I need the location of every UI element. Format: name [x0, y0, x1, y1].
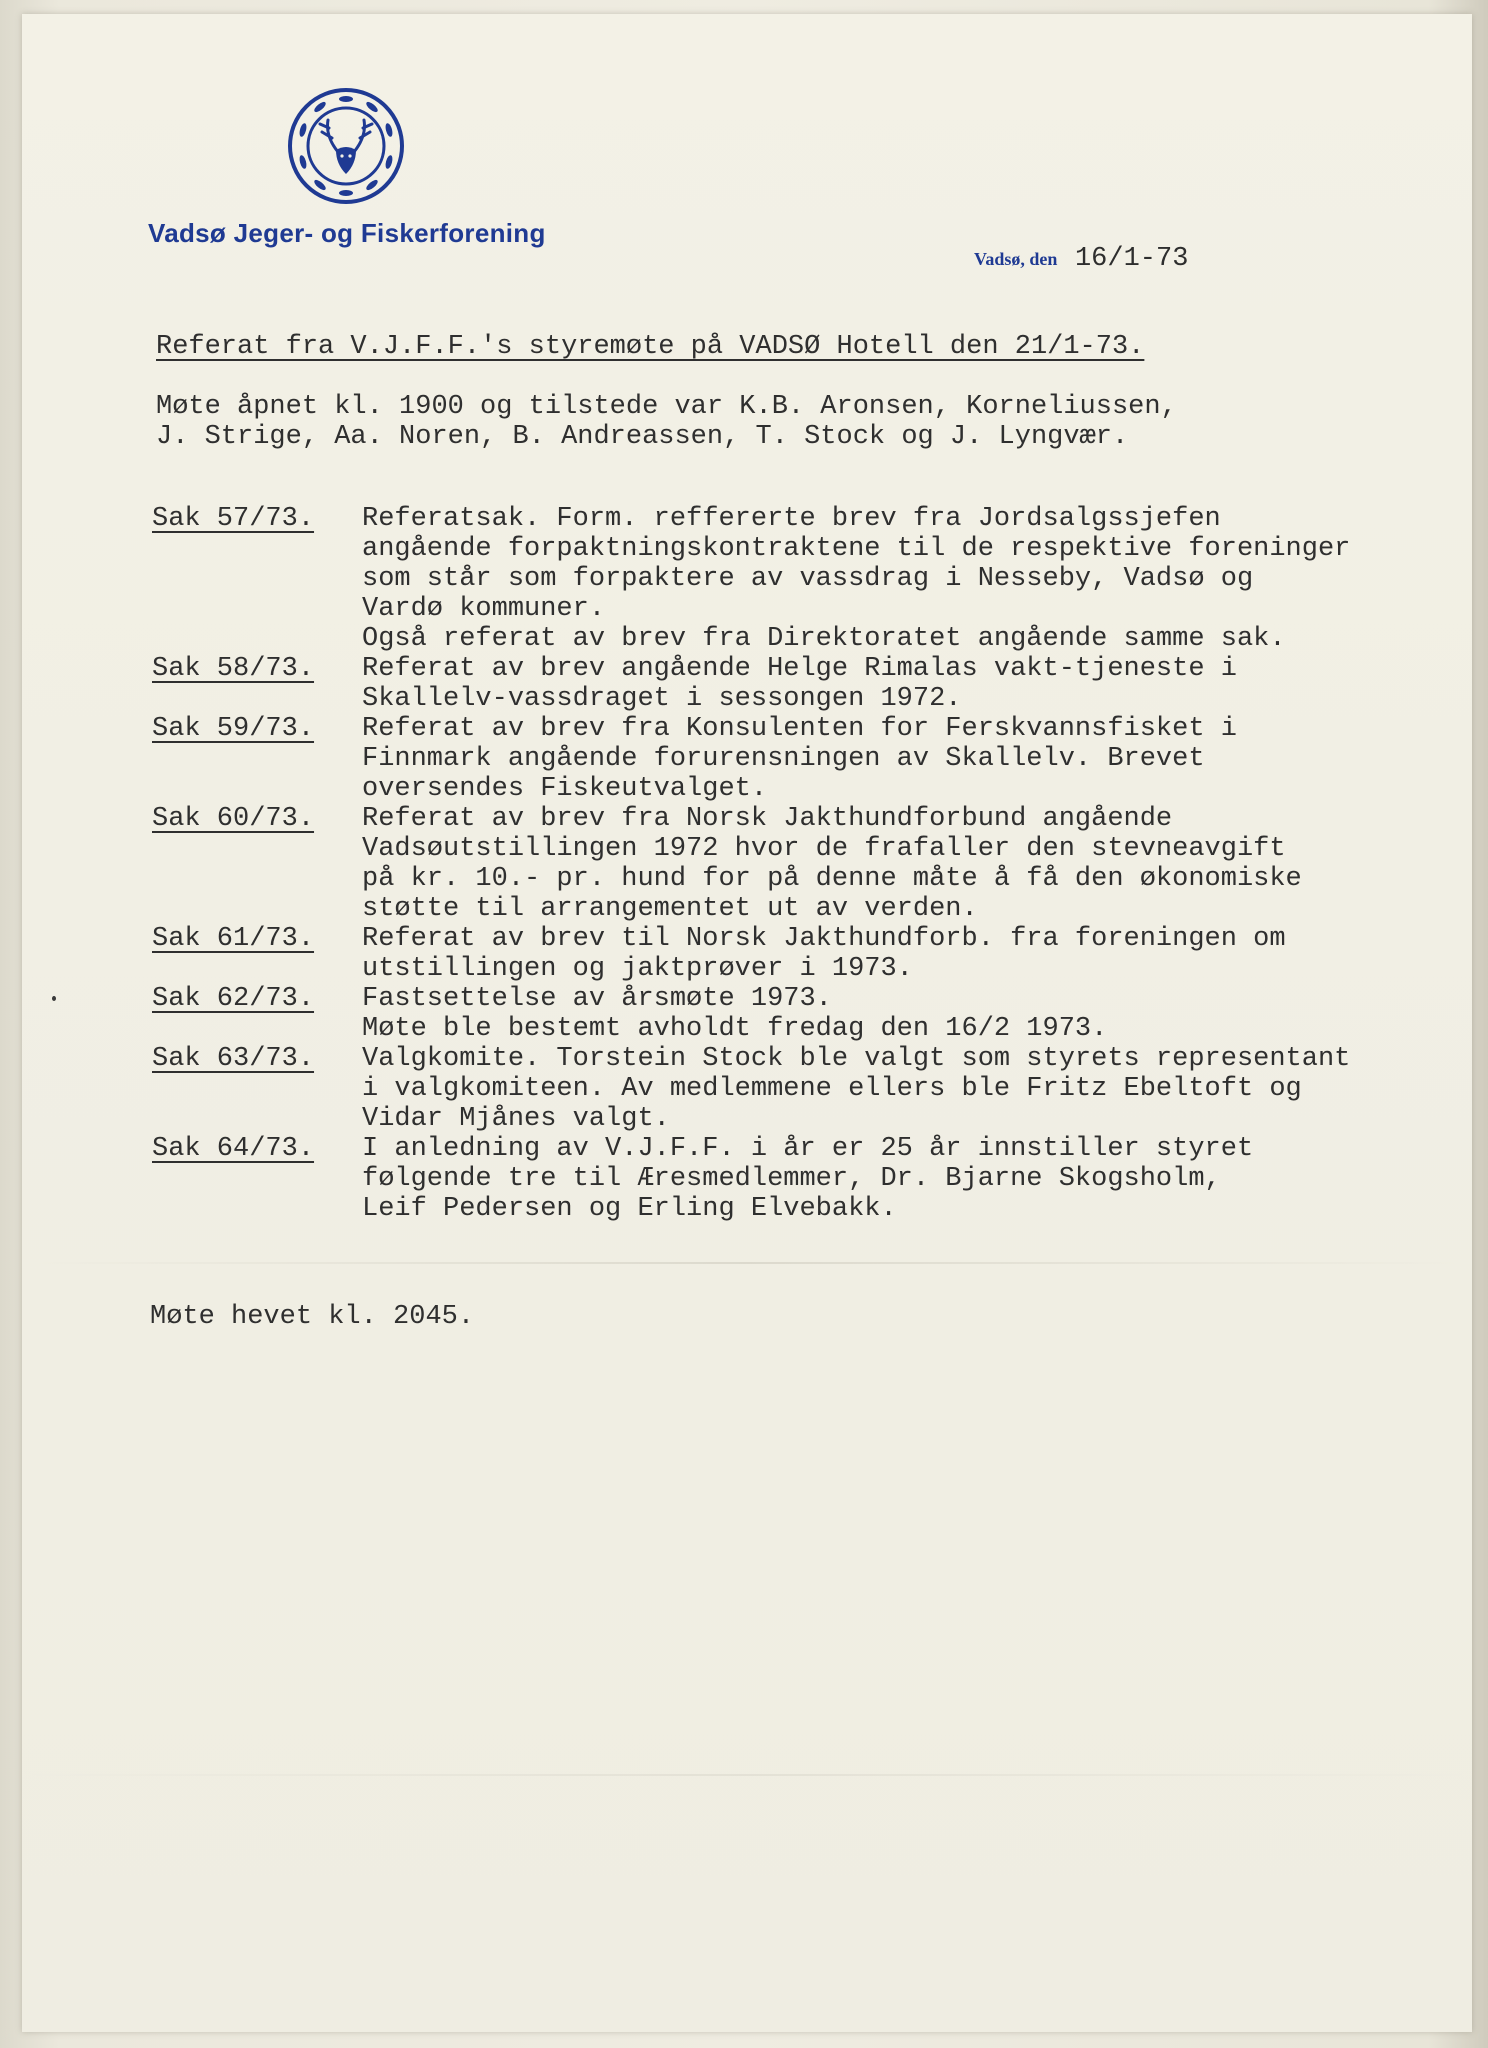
case-label-cell	[152, 504, 362, 654]
case-item	[152, 714, 1452, 804]
meeting-intro	[156, 392, 1177, 452]
case-text	[362, 654, 1237, 714]
case-number: Sak 62/73.	[152, 984, 315, 1014]
case-label-cell	[152, 924, 362, 984]
case-number: Sak 60/73.	[152, 804, 315, 834]
case-text	[362, 804, 1302, 924]
case-item	[152, 654, 1452, 714]
case-text-line: utstillingen og jaktprøver i 1973.	[362, 954, 913, 984]
intro-line: Møte åpnet kl. 1900 og tilstede var K.B. Aronsen, Korneliussen,	[156, 392, 1177, 422]
ink-speck	[52, 996, 56, 1001]
case-text-line: som står som forpaktere av vassdrag i Nesseby, Vadsø og	[362, 564, 1254, 594]
case-text	[362, 1134, 1253, 1224]
letter-date: 16/1-73	[1074, 244, 1189, 274]
case-text-line: angående forpaktningskontraktene til de respektive foreninger	[362, 534, 1351, 564]
case-list	[152, 504, 1452, 1224]
case-label-cell	[152, 984, 362, 1044]
case-text-line: oversendes Fiskeutvalget.	[362, 774, 768, 804]
case-text-line: Fastsettelse av årsmøte 1973.	[362, 984, 832, 1014]
case-text-line: støtte til arrangementet ut av verden.	[362, 894, 978, 924]
paper-fold	[22, 1774, 1472, 1776]
case-item	[152, 924, 1452, 984]
closing-line: Møte hevet kl. 2045.	[150, 1302, 475, 1332]
case-text-line: Skallelv-vassdraget i sessongen 1972.	[362, 684, 962, 714]
case-item	[152, 1134, 1452, 1224]
case-text-line: Referat av brev fra Norsk Jakthundforbund angående	[362, 804, 1173, 834]
case-text	[362, 714, 1237, 804]
case-number: Sak 63/73.	[152, 1044, 315, 1074]
case-number: Sak 58/73.	[152, 654, 315, 684]
case-text-line: Referat av brev fra Konsulenten for Ferskvannsfisket i	[362, 714, 1237, 744]
case-text-line: Referat av brev til Norsk Jakthundforb. fra foreningen om	[362, 924, 1286, 954]
case-text-line: Referat av brev angående Helge Rimalas vakt-tjeneste i	[362, 654, 1237, 684]
case-text-line: Leif Pedersen og Erling Elvebakk.	[362, 1194, 897, 1224]
place-date	[974, 244, 1188, 274]
case-text-line: Møte ble bestemt avholdt fredag den 16/2 1973.	[362, 1014, 1108, 1044]
case-text-line: følgende tre til Æresmedlemmer, Dr. Bjarne Skogsholm,	[362, 1164, 1221, 1194]
case-number: Sak 57/73.	[152, 504, 315, 534]
case-text-line: Referatsak. Form. reffererte brev fra Jordsalgssjefen	[362, 504, 1221, 534]
case-text-line: Vadsøutstillingen 1972 hvor de frafaller den stevneavgift	[362, 834, 1286, 864]
case-item	[152, 1044, 1452, 1134]
case-number: Sak 61/73.	[152, 924, 315, 954]
case-text-line: på kr. 10.- pr. hund for på denne måte å få den økonomiske	[362, 864, 1302, 894]
place-label: Vadsø, den	[974, 249, 1058, 269]
case-item	[152, 504, 1452, 654]
case-text	[362, 924, 1286, 984]
paper-fold	[22, 1262, 1472, 1264]
case-text-line: Vardø kommuner.	[362, 594, 606, 624]
case-text-line: Finnmark angående forurensningen av Skallelv. Brevet	[362, 744, 1205, 774]
antler-emblem-logo	[286, 86, 406, 206]
case-label-cell	[152, 1044, 362, 1134]
case-number: Sak 59/73.	[152, 714, 315, 744]
case-label-cell	[152, 804, 362, 924]
case-label-cell	[152, 1134, 362, 1224]
organization-name: Vadsø Jeger- og Fiskerforening	[148, 218, 546, 248]
case-number: Sak 64/73.	[152, 1134, 315, 1164]
case-text-line: i valgkomiteen. Av medlemmene ellers ble Fritz Ebeltoft og	[362, 1074, 1302, 1104]
case-label-cell	[152, 714, 362, 804]
case-text-line: I anledning av V.J.F.F. i år er 25 år innstiller styret	[362, 1134, 1254, 1164]
case-text	[362, 984, 1107, 1044]
document-title: Referat fra V.J.F.F.'s styremøte på VADSØ Hotell den 21/1-73.	[156, 332, 1145, 362]
case-text-line: Vidar Mjånes valgt.	[362, 1104, 670, 1134]
case-text	[362, 504, 1350, 654]
case-text-line: Også referat av brev fra Direktoratet angående samme sak.	[362, 624, 1286, 654]
intro-line: J. Strige, Aa. Noren, B. Andreassen, T. Stock og J. Lyngvær.	[156, 422, 1129, 452]
case-text	[362, 1044, 1350, 1134]
case-item	[152, 984, 1452, 1044]
case-text-line: Valgkomite. Torstein Stock ble valgt som styrets representant	[362, 1044, 1351, 1074]
case-item	[152, 804, 1452, 924]
case-label-cell	[152, 654, 362, 714]
